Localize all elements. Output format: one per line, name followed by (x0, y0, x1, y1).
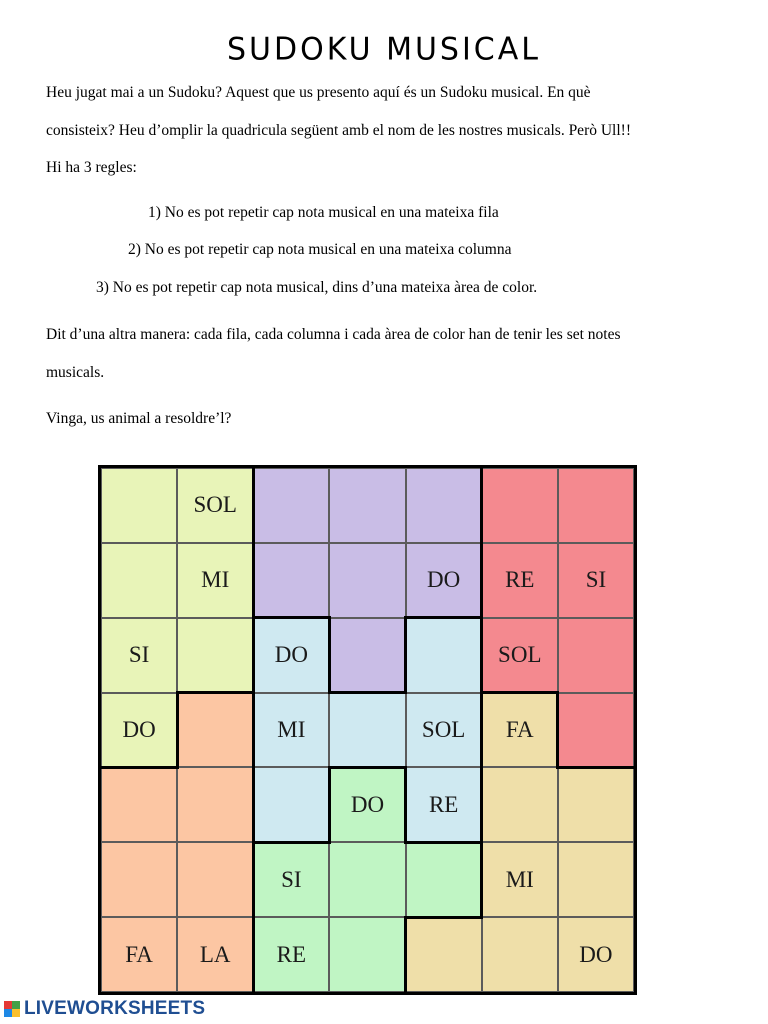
region-border (176, 691, 179, 769)
sudoku-cell[interactable]: RE (253, 917, 329, 992)
page-title: SUDOKU MUSICAL (227, 31, 541, 68)
sudoku-cell[interactable] (329, 917, 405, 992)
sudoku-cell[interactable]: DO (329, 767, 405, 842)
sudoku-cell[interactable]: DO (558, 917, 634, 992)
sudoku-cell[interactable] (329, 693, 405, 768)
liveworksheets-footer (4, 998, 205, 1020)
sudoku-cell[interactable]: SOL (406, 693, 482, 768)
sudoku-cell[interactable] (558, 693, 634, 768)
sudoku-cell[interactable] (558, 618, 634, 693)
region-border (252, 916, 255, 994)
sudoku-cell[interactable] (329, 543, 405, 618)
sudoku-cell[interactable]: MI (253, 693, 329, 768)
region-border (100, 766, 179, 769)
sudoku-cell[interactable] (329, 618, 405, 693)
sudoku-cell[interactable] (253, 468, 329, 543)
region-border (404, 616, 407, 694)
sudoku-cell[interactable]: MI (177, 543, 253, 618)
sudoku-cell[interactable]: RE (406, 767, 482, 842)
sudoku-cell[interactable]: FA (101, 917, 177, 992)
region-border (480, 691, 559, 694)
region-border (480, 541, 483, 619)
sudoku-cell[interactable] (329, 468, 405, 543)
rule-1: 1) No es pot repetir cap nota musical en una mateixa fila (148, 204, 499, 221)
sudoku-cell[interactable] (177, 767, 253, 842)
sudoku-cell[interactable] (406, 468, 482, 543)
region-border (556, 766, 635, 769)
sudoku-cell[interactable]: FA (482, 693, 558, 768)
liveworksheets-logo-icon (4, 1001, 20, 1017)
sudoku-cell[interactable]: LA (177, 917, 253, 992)
sudoku-cell[interactable] (406, 618, 482, 693)
sudoku-cell[interactable] (253, 543, 329, 618)
region-border (252, 467, 255, 545)
region-border (480, 467, 483, 545)
region-border (404, 916, 407, 994)
region-border (404, 916, 483, 919)
sudoku-cell[interactable] (101, 767, 177, 842)
sudoku-cell[interactable] (558, 468, 634, 543)
sudoku-cell[interactable]: DO (253, 618, 329, 693)
sudoku-cell[interactable] (482, 917, 558, 992)
explanation-paragraph: Dit d’una altra manera: cada fila, cada columna i cada àrea de color han de tenir les set notes musicals. (46, 326, 621, 381)
sudoku-cell[interactable] (177, 693, 253, 768)
sudoku-cell[interactable] (101, 543, 177, 618)
sudoku-cell[interactable] (101, 842, 177, 917)
sudoku-cell[interactable] (482, 468, 558, 543)
region-border (252, 841, 255, 919)
rule-2: 2) No es pot repetir cap nota musical en una mateixa columna (128, 241, 512, 258)
region-border (252, 691, 255, 769)
sudoku-cell[interactable] (406, 917, 482, 992)
sudoku-cell[interactable]: SI (253, 842, 329, 917)
sudoku-cell[interactable]: SOL (177, 468, 253, 543)
region-border (480, 841, 483, 919)
sudoku-board (98, 465, 637, 995)
sudoku-cell[interactable]: RE (482, 543, 558, 618)
sudoku-cell[interactable] (329, 842, 405, 917)
region-border (404, 766, 407, 844)
intro-paragraph: Heu jugat mai a un Sudoku? Aquest que us presento aquí és un Sudoku musical. En què consisteix? Heu d’omplir la quadricula següent amb el nom de les nostres musicals. Però Ull!! Hi ha 3 regles: (46, 84, 631, 176)
region-border (328, 766, 407, 769)
sudoku-cell[interactable]: DO (406, 543, 482, 618)
sudoku-cell[interactable] (558, 767, 634, 842)
sudoku-cell[interactable] (482, 767, 558, 842)
region-border (480, 766, 483, 844)
sudoku-cell[interactable]: SOL (482, 618, 558, 693)
region-border (480, 616, 483, 694)
region-border (328, 691, 407, 694)
sudoku-cell[interactable] (253, 767, 329, 842)
sudoku-cell[interactable]: SI (558, 543, 634, 618)
region-border (480, 691, 483, 769)
region-border (176, 691, 255, 694)
sudoku-cell[interactable]: DO (101, 693, 177, 768)
sudoku-cell[interactable] (177, 618, 253, 693)
rule-3: 3) No es pot repetir cap nota musical, dins d’una mateixa àrea de color. (96, 279, 538, 296)
region-border (556, 691, 559, 769)
sudoku-cell[interactable] (406, 842, 482, 917)
region-border (252, 616, 331, 619)
sudoku-cell[interactable] (558, 842, 634, 917)
sudoku-cell[interactable]: SI (101, 618, 177, 693)
region-border (328, 766, 331, 844)
closing-line: Vinga, us animal a resoldre’l? (46, 410, 232, 427)
region-border (252, 541, 255, 619)
region-border (404, 841, 483, 844)
sudoku-cell[interactable]: MI (482, 842, 558, 917)
sudoku-cell[interactable] (101, 468, 177, 543)
region-border (328, 616, 331, 694)
sudoku-cell[interactable] (177, 842, 253, 917)
region-border (252, 766, 255, 844)
region-border (252, 841, 331, 844)
region-border (404, 616, 483, 619)
region-border (252, 616, 255, 694)
brand-name: LIVEWORKSHEETS (24, 998, 206, 1019)
